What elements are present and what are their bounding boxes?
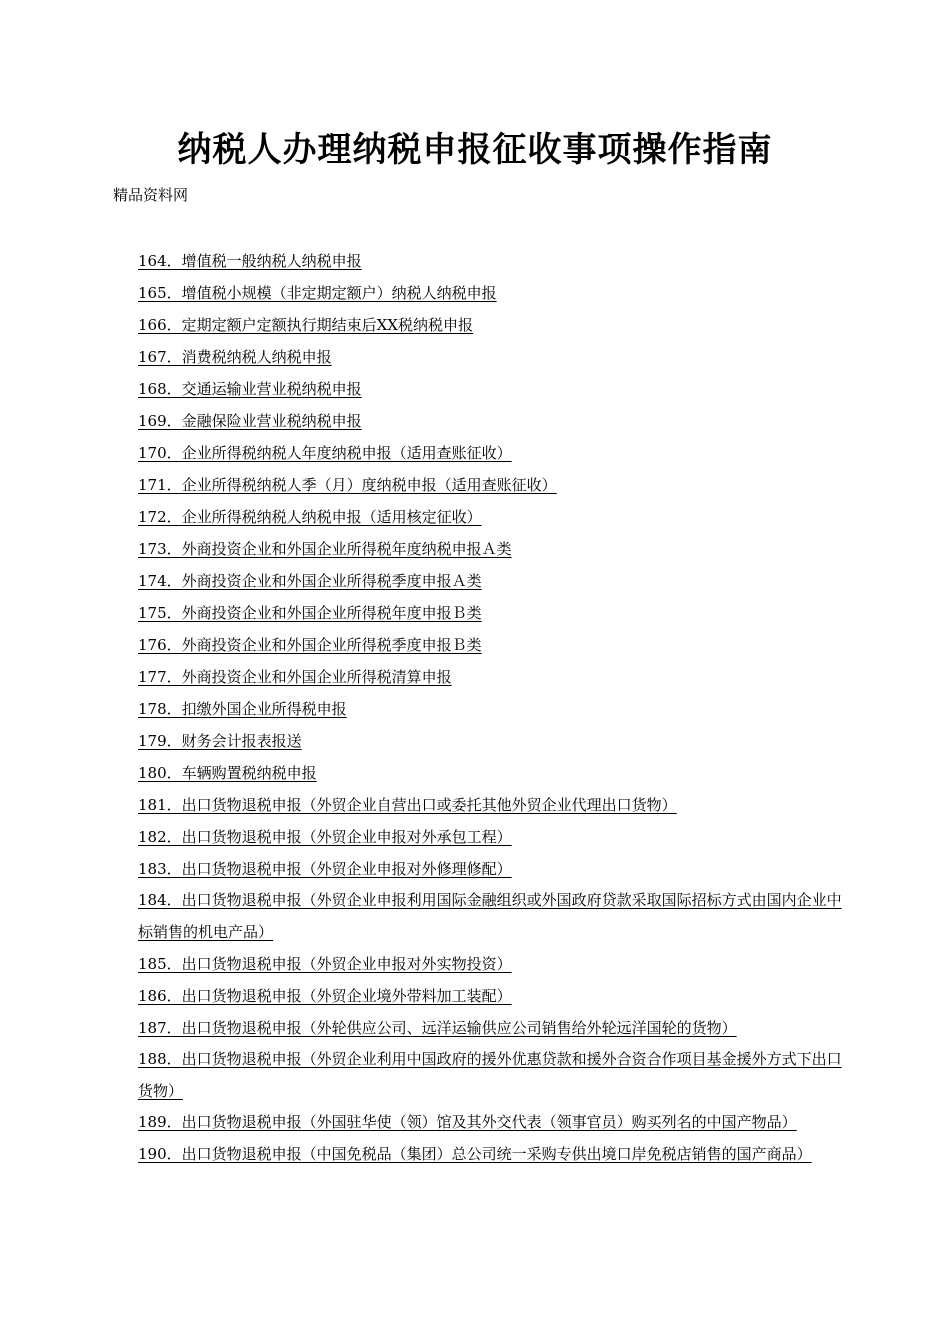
toc-link-173[interactable]: 173．外商投资企业和外国企业所得税年度纳税申报Ａ类 <box>138 540 512 558</box>
toc-link-187[interactable]: 187．出口货物退税申报（外轮供应公司、远洋运输供应公司销售给外轮远洋国轮的货物） <box>138 1019 737 1037</box>
toc-item <box>138 405 850 437</box>
toc-item <box>138 661 850 693</box>
toc-item <box>138 245 850 277</box>
toc-item <box>138 501 850 533</box>
toc-item <box>138 1044 850 1107</box>
toc-item <box>138 757 850 789</box>
toc-link-184[interactable]: 184．出口货物退税申报（外贸企业申报利用国际金融组织或外国政府贷款采取国际招标方式由国内企业中标销售的机电产品） <box>138 891 842 941</box>
toc-link-169[interactable]: 169．金融保险业营业税纳税申报 <box>138 412 362 430</box>
document-title: 纳税人办理纳税申报征收事项操作指南 <box>177 130 773 170</box>
toc-item <box>138 277 850 309</box>
table-of-contents <box>138 245 850 1170</box>
toc-link-190[interactable]: 190．出口货物退税申报（中国免税品（集团）总公司统一采购专供出境口岸免税店销售的国产商品） <box>138 1144 812 1163</box>
toc-item <box>138 597 850 629</box>
toc-link-178[interactable]: 178．扣缴外国企业所得税申报 <box>138 700 347 718</box>
toc-link-181[interactable]: 181．出口货物退税申报（外贸企业自营出口或委托其他外贸企业代理出口货物） <box>138 796 677 814</box>
toc-item <box>138 693 850 725</box>
toc-item <box>138 309 850 341</box>
toc-link-185[interactable]: 185．出口货物退税申报（外贸企业申报对外实物投资） <box>138 955 512 973</box>
toc-item <box>138 1012 850 1044</box>
toc-item <box>138 885 850 948</box>
toc-item <box>138 469 850 501</box>
toc-link-186[interactable]: 186．出口货物退税申报（外贸企业境外带料加工装配） <box>138 987 512 1005</box>
toc-link-177[interactable]: 177．外商投资企业和外国企业所得税清算申报 <box>138 668 452 686</box>
toc-link-171[interactable]: 171．企业所得税纳税人季（月）度纳税申报（适用查账征收） <box>138 476 557 494</box>
toc-item <box>138 1139 850 1171</box>
toc-link-168[interactable]: 168．交通运输业营业税纳税申报 <box>138 380 362 398</box>
toc-link-188[interactable]: 188．出口货物退税申报（外贸企业利用中国政府的援外优惠贷款和援外合资合作项目基金援外方式下出口货物） <box>138 1050 842 1100</box>
toc-link-165[interactable]: 165．增值税小规模（非定期定额户）纳税人纳税申报 <box>138 284 497 302</box>
toc-link-167[interactable]: 167．消费税纳税人纳税申报 <box>138 348 332 366</box>
toc-item <box>138 980 850 1012</box>
toc-link-179[interactable]: 179．财务会计报表报送 <box>138 732 302 750</box>
toc-item <box>138 437 850 469</box>
toc-item <box>138 629 850 661</box>
toc-link-166[interactable]: 166．定期定额户定额执行期结束后XX税纳税申报 <box>138 316 473 334</box>
toc-item <box>138 725 850 757</box>
toc-item <box>138 373 850 405</box>
toc-item <box>138 533 850 565</box>
toc-item <box>138 789 850 821</box>
toc-item <box>138 1107 850 1139</box>
toc-link-164[interactable]: 164．增值税一般纳税人纳税申报 <box>138 252 362 270</box>
toc-link-174[interactable]: 174．外商投资企业和外国企业所得税季度申报Ａ类 <box>138 572 482 590</box>
toc-item <box>138 853 850 885</box>
toc-item <box>138 821 850 853</box>
toc-item <box>138 565 850 597</box>
toc-link-175[interactable]: 175．外商投资企业和外国企业所得税年度申报Ｂ类 <box>138 604 482 622</box>
toc-item <box>138 341 850 373</box>
toc-link-183[interactable]: 183．出口货物退税申报（外贸企业申报对外修理修配） <box>138 860 512 878</box>
toc-link-176[interactable]: 176．外商投资企业和外国企业所得税季度申报Ｂ类 <box>138 636 482 654</box>
toc-link-189[interactable]: 189．出口货物退税申报（外国驻华使（领）馆及其外交代表（领事官员）购买列名的中国产物品） <box>138 1113 797 1131</box>
toc-link-170[interactable]: 170．企业所得税纳税人年度纳税申报（适用查账征收） <box>138 444 512 462</box>
toc-link-180[interactable]: 180．车辆购置税纳税申报 <box>138 764 317 782</box>
toc-link-182[interactable]: 182．出口货物退税申报（外贸企业申报对外承包工程） <box>138 828 512 846</box>
toc-item <box>138 948 850 980</box>
document-subtitle: 精品资料网 <box>113 186 189 204</box>
toc-link-172[interactable]: 172．企业所得税纳税人纳税申报（适用核定征收） <box>138 508 482 526</box>
